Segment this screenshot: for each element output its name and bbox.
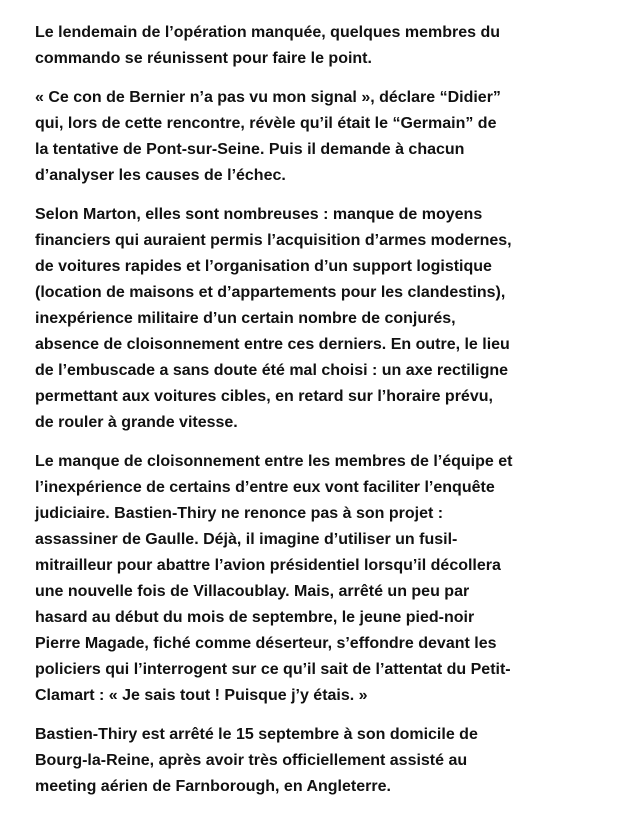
text-line: de rouler à grande vitesse. [35,414,238,431]
text-line: permettant aux voitures cibles, en retard sur l’horaire prévu, [35,388,493,405]
paragraph-2 [35,85,597,189]
text-line: de voitures rapides et l’organisation d’un support logistique [35,258,492,275]
text-line: d’analyser les causes de l’échec. [35,167,286,184]
text-line: absence de cloisonnement entre ces derniers. En outre, le lieu [35,336,510,353]
document-page [35,20,597,813]
text-line: mitrailleur pour abattre l’avion présidentiel lorsqu’il décollera [35,557,501,574]
text-line: policiers qui l’interrogent sur ce qu’il sait de l’attentat du Petit- [35,661,511,678]
text-line: la tentative de Pont-sur-Seine. Puis il demande à chacun [35,141,465,158]
paragraph-4 [35,449,597,709]
paragraph-5 [35,722,597,800]
text-line: hasard au début du mois de septembre, le jeune pied-noir [35,609,475,626]
text-line: inexpérience militaire d’un certain nombre de conjurés, [35,310,456,327]
text-line: meeting aérien de Farnborough, en Angleterre. [35,778,391,795]
text-line: Pierre Magade, fiché comme déserteur, s’effondre devant les [35,635,497,652]
text-line: judiciaire. Bastien-Thiry ne renonce pas à son projet : [35,505,444,522]
text-line: « Ce con de Bernier n’a pas vu mon signal », déclare “Didier” [35,89,501,106]
text-line: l’inexpérience de certains d’entre eux vont faciliter l’enquête [35,479,495,496]
paragraph-1 [35,20,597,72]
text-line: Bourg-la-Reine, après avoir très officiellement assisté au [35,752,468,769]
text-line: commando se réunissent pour faire le point. [35,50,372,67]
text-line: une nouvelle fois de Villacoublay. Mais, arrêté un peu par [35,583,470,600]
text-line: Clamart : « Je sais tout ! Puisque j’y étais. » [35,687,368,704]
text-line: Selon Marton, elles sont nombreuses : manque de moyens [35,206,483,223]
text-line: assassiner de Gaulle. Déjà, il imagine d’utiliser un fusil- [35,531,458,548]
text-line: de l’embuscade a sans doute été mal choisi : un axe rectiligne [35,362,509,379]
text-line: qui, lors de cette rencontre, révèle qu’il était le “Germain” de [35,115,497,132]
text-line: Le manque de cloisonnement entre les membres de l’équipe et [35,453,513,470]
text-line: financiers qui auraient permis l’acquisition d’armes modernes, [35,232,512,249]
text-line: Bastien-Thiry est arrêté le 15 septembre à son domicile de [35,726,478,743]
text-line: (location de maisons et d’appartements pour les clandestins), [35,284,506,301]
text-line: Le lendemain de l’opération manquée, quelques membres du [35,24,500,41]
paragraph-3 [35,202,597,436]
